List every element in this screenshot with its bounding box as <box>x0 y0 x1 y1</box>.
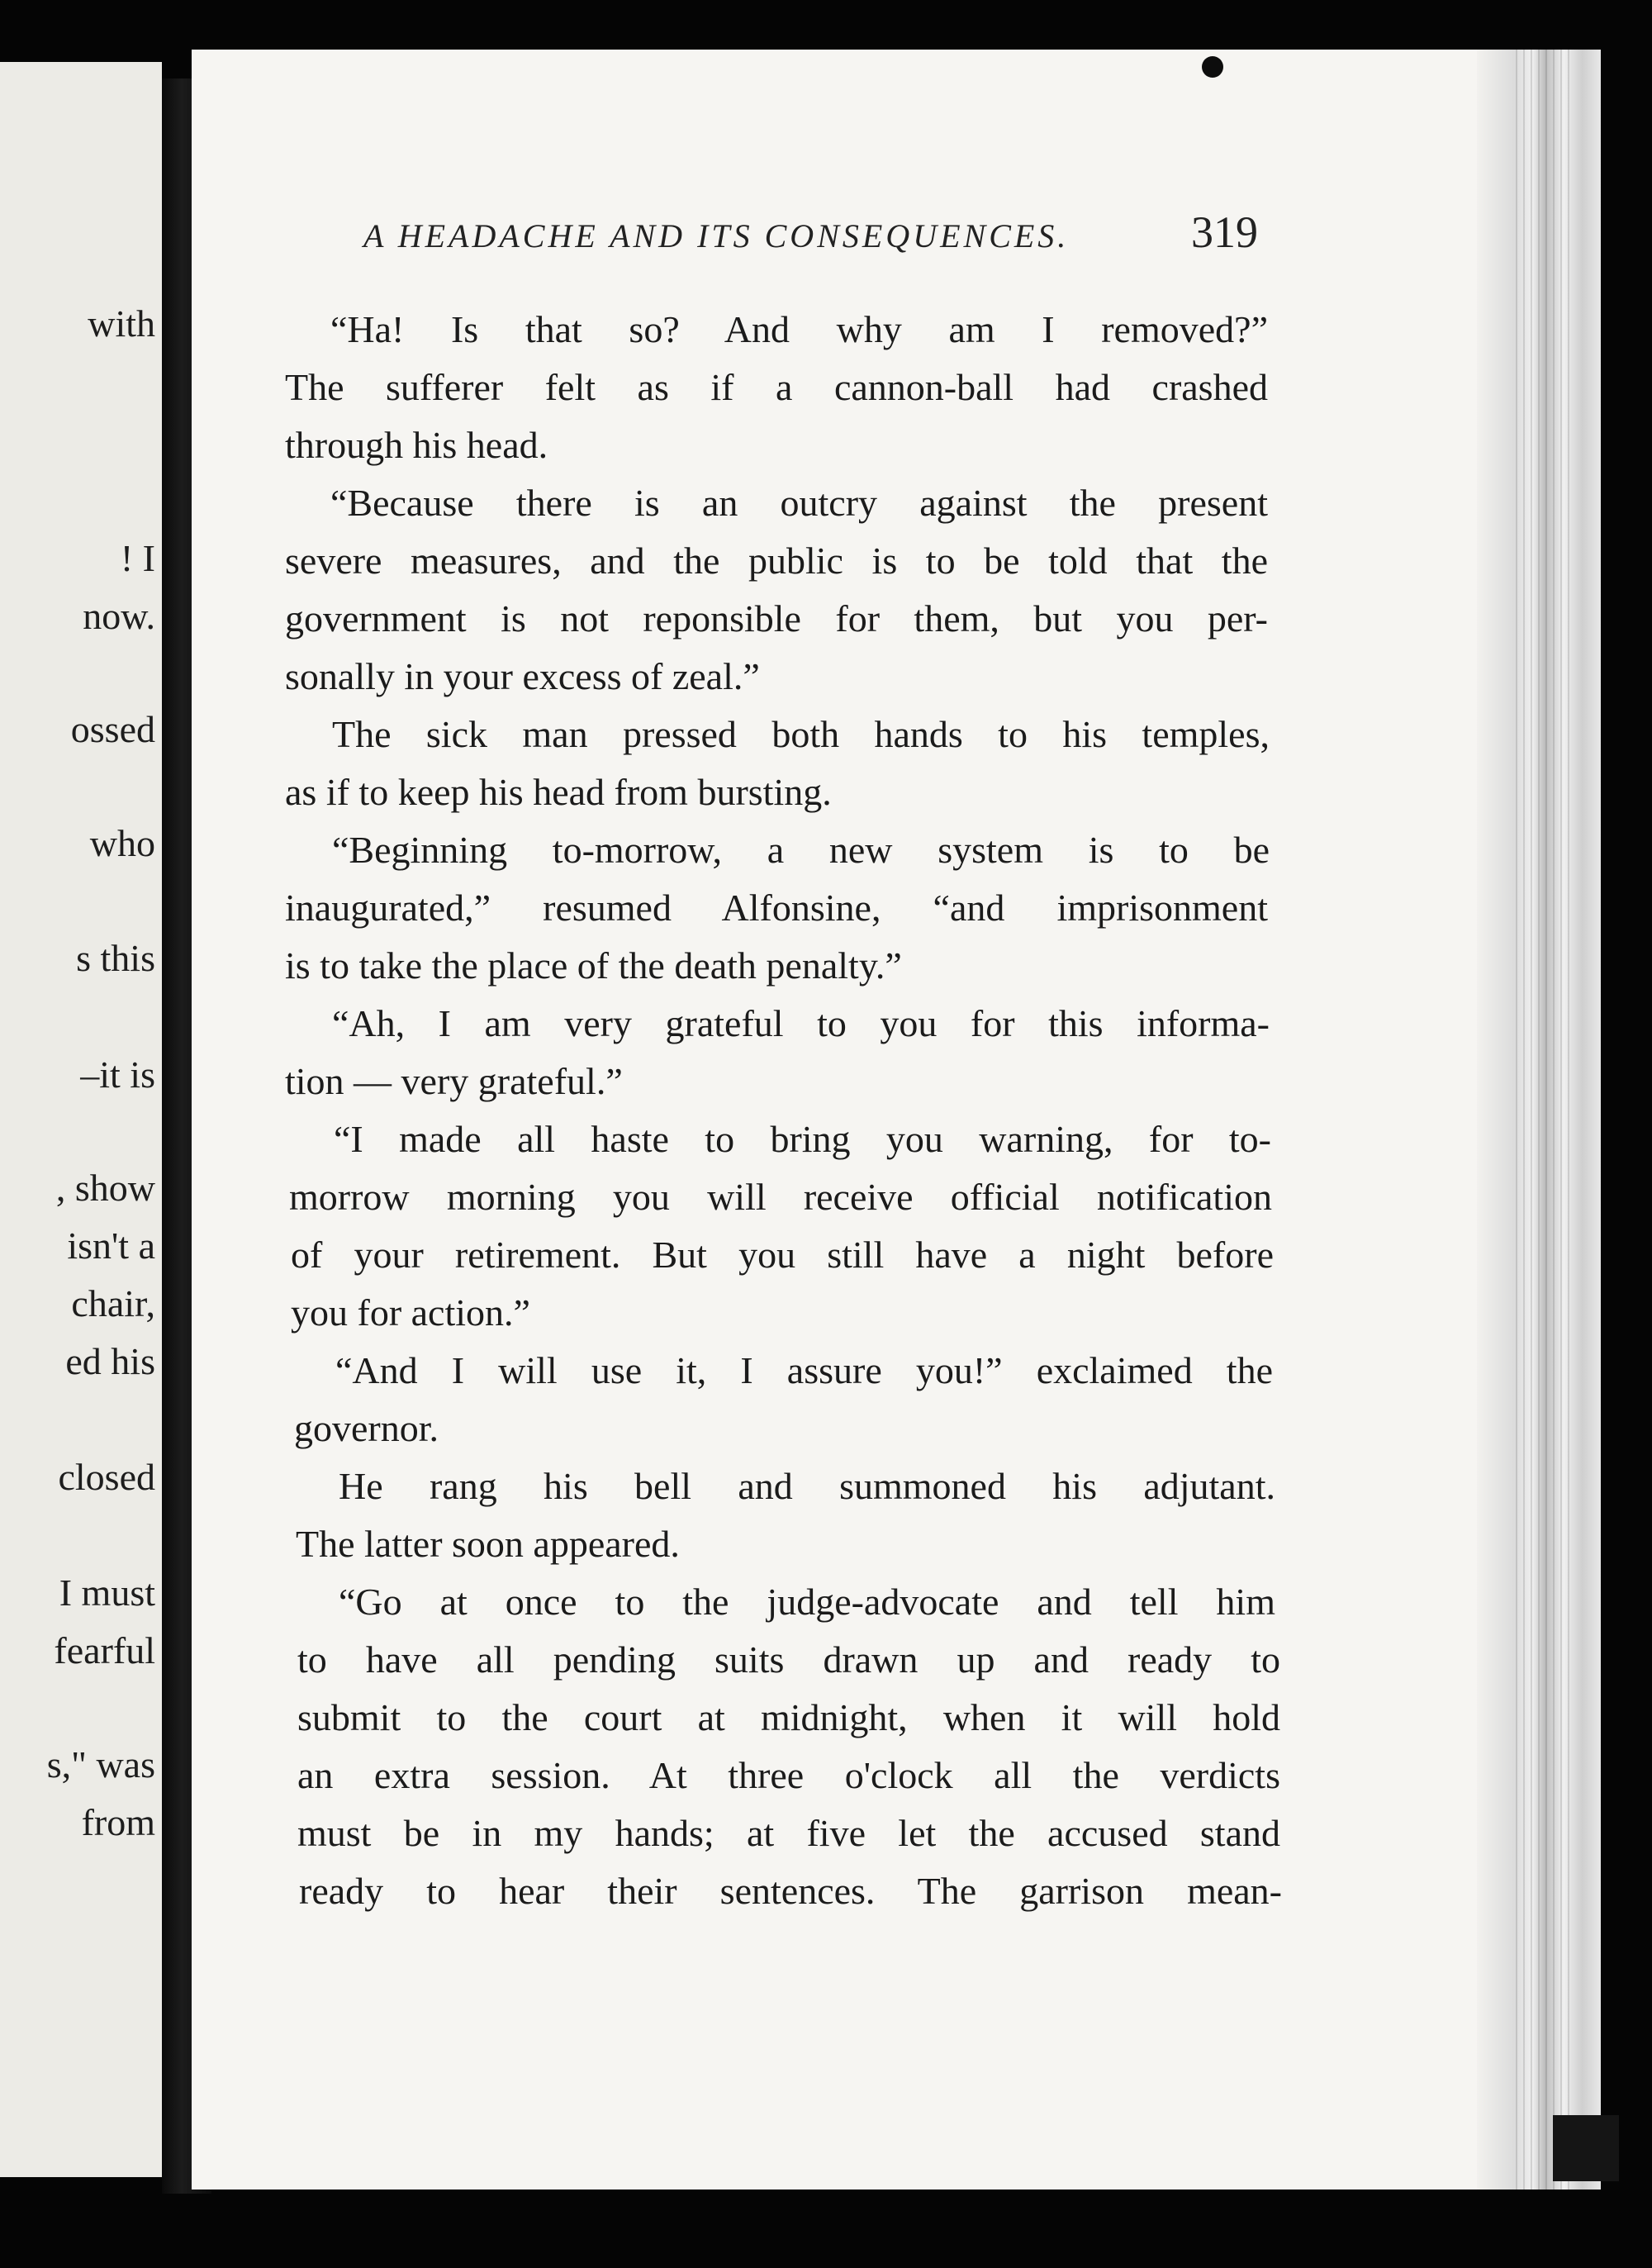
text-line: an extra session. At three o'clock all the verdicts <box>297 1754 1280 1796</box>
page-edge-lines <box>1516 50 1574 2190</box>
left-page-line: s," was <box>46 1743 155 1785</box>
running-head: A HEADACHE AND ITS CONSEQUENCES. <box>363 217 1070 254</box>
text-line: “I made all haste to bring you warning, for to- <box>334 1118 1271 1160</box>
text-line: to have all pending suits drawn up and ready to <box>297 1638 1280 1681</box>
text-line: is to take the place of the death penalty.” <box>285 944 902 987</box>
text-line: “Because there is an outcry against the present <box>330 482 1268 524</box>
page-number: 319 <box>1191 207 1258 257</box>
text-line: “Go at once to the judge-advocate and tell him <box>339 1581 1275 1623</box>
text-line: sonally in your excess of zeal.” <box>285 655 760 697</box>
left-page-line: closed <box>58 1456 155 1498</box>
left-page-line: ed his <box>65 1340 155 1382</box>
scan-corner-shadow <box>1553 2115 1619 2181</box>
text-line: you for action.” <box>291 1291 530 1334</box>
text-line: must be in my hands; at five let the accused stand <box>297 1812 1280 1854</box>
left-page-line: ! I <box>120 537 155 579</box>
text-line: tion — very grateful.” <box>285 1060 623 1102</box>
text-line: “Beginning to-morrow, a new system is to be <box>332 829 1270 871</box>
left-page-line: ossed <box>70 708 155 750</box>
text-line: “Ah, I am very grateful to you for this informa- <box>332 1002 1270 1044</box>
text-line: through his head. <box>285 424 548 466</box>
left-page-line: –it is <box>80 1053 155 1096</box>
text-line: inaugurated,” resumed Alfonsine, “and imprisonment <box>285 887 1268 929</box>
text-line: “And I will use it, I assure you!” exclaimed the <box>335 1349 1273 1391</box>
text-line: severe measures, and the public is to be told that the <box>285 540 1268 582</box>
text-line: The sufferer felt as if a cannon-ball had crashed <box>285 366 1268 408</box>
text-line: governor. <box>294 1407 439 1449</box>
text-line: He rang his bell and summoned his adjutant. <box>339 1465 1275 1507</box>
left-page-line: with <box>88 302 155 345</box>
text-line: government is not reponsible for them, but you per- <box>285 597 1268 640</box>
left-page-line: s this <box>76 937 155 979</box>
text-line: morrow morning you will receive official notification <box>289 1176 1272 1218</box>
left-page-line: I must <box>59 1571 155 1614</box>
left-page-line: isn't a <box>67 1224 155 1267</box>
ink-blot <box>1202 56 1223 78</box>
left-page-line: now. <box>83 595 155 637</box>
left-page-line: fearful <box>54 1629 155 1671</box>
text-line: as if to keep his head from bursting. <box>285 771 832 813</box>
text-line: of your retirement. But you still have a night before <box>291 1234 1274 1276</box>
left-page-line: who <box>89 822 155 864</box>
text-line: ready to hear their sentences. The garrison mean- <box>299 1870 1282 1912</box>
text-line: The latter soon appeared. <box>296 1523 680 1565</box>
previous-page-fragment <box>0 62 162 2177</box>
left-page-line: , show <box>55 1167 155 1209</box>
text-line: submit to the court at midnight, when it will hold <box>297 1696 1280 1738</box>
left-page-line: chair, <box>71 1282 155 1324</box>
text-line: The sick man pressed both hands to his temples, <box>332 713 1270 755</box>
left-page-line: from <box>81 1801 155 1843</box>
text-line: “Ha! Is that so? And why am I removed?” <box>330 308 1268 350</box>
